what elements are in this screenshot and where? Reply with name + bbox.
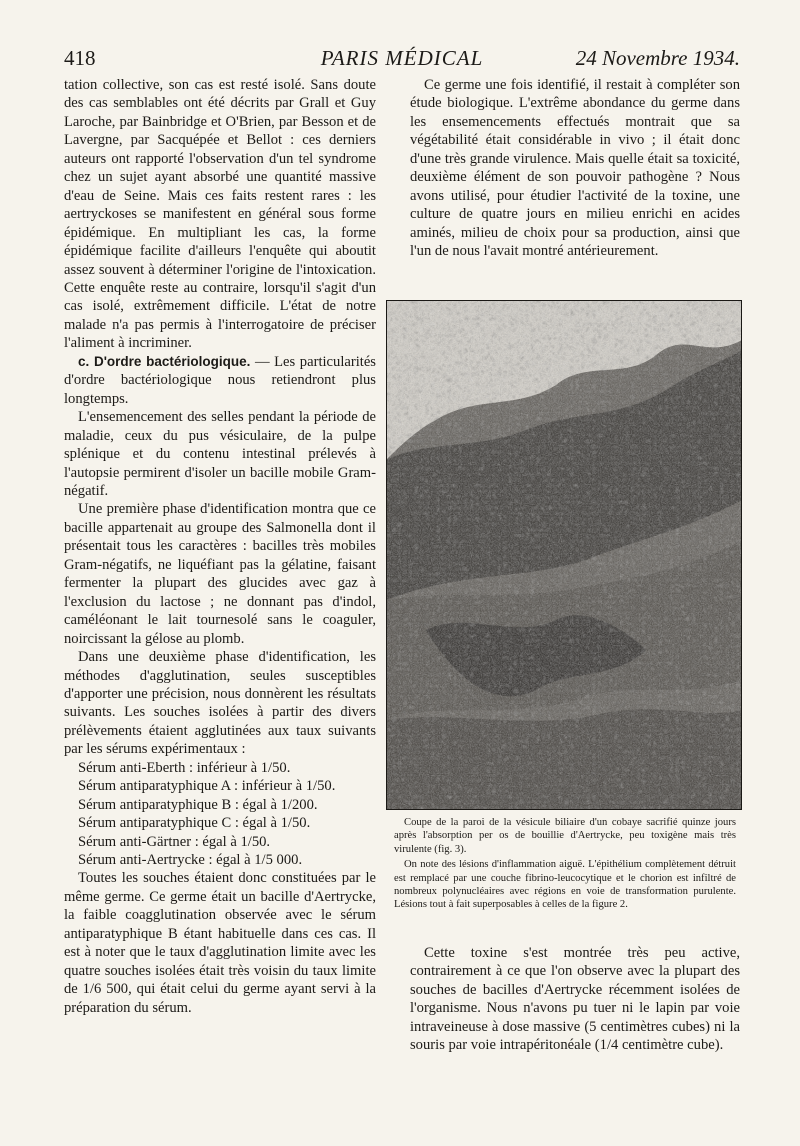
section-heading: c. D'ordre bactériologique. [78,353,251,369]
paragraph: Ce germe une fois identifié, il restait à compléter son étude biologique. L'extrême abondance du germe dans les ensemencements effectués montrait que sa végétabilité était considérable in vivo ; il était donc d'une très grande virulence. Mais quelle était sa toxicité, deuxième élément de son pouvoir pathogène ? Nous avons utilisé, pour étudier l'activité de la toxine, une culture de quatre jours en milieu enrichi en acides aminés, milieu de choix pour sa production, ainsi que l'un de nous l'avait montré antérieurement. [410,77,740,260]
paragraph: tation collective, son cas est resté isolé. Sans doute des cas semblables ont été décrits par Grall et Guy Laroche, par Bainbridge et O'Brien, par Besson et de Lavergne, par Sacquépée et Bellot : ces derniers auteurs ont rapporté l'observation d'un tel syndrome chez un sujet ayant absorbé une quantité massive d'eau de Seine. Mais ces faits restent rares : les aertryckoses se manifestent en général sous forme épidémique. En multipliant les cas, la forme épidémique facilite d'ailleurs l'enquête qui aboutit assez souvent à déterminer l'origine de l'intoxication. Cette enquête reste au contraire, lorsqu'il s'agit d'un cas isolé, extrêmement difficile. L'état de notre malade n'a pas permis à l'interrogatoire de préciser l'aliment à incriminer. [64,77,376,352]
serum-item: Sérum anti-Aertrycke : égal à 1/5 000. [78,852,303,869]
left-column [64,76,376,1017]
page-header [64,42,740,74]
serum-item: Sérum antiparatyphique B : égal à 1/200. [78,796,318,813]
section-paragraph [64,353,376,408]
paragraph: L'ensemencement des selles pendant la période de maladie, ceux du pus vésiculaire, de la pulpe splénique et du contenu intestinal prélevés à l'autopsie permirent d'isoler un bacille mobile Gram-négatif. [64,409,376,499]
paragraph: Une première phase d'identification montra que ce bacille appartenait au groupe des Salmonella dont il présentait tous les caractères : bacilles très mobiles Gram-négatifs, ne liquéfiant pas la gélatine, faisant fermenter la plupart des glucides avec gaz à l'exclusion du lactose ; ne donnant pas d'indol, caméléonant le lait tournesolé sans le coaguler, noircissant la gélose au plomb. [64,501,376,647]
serum-item: Sérum anti-Eberth : inférieur à 1/50. [78,759,291,776]
paragraph: Dans une deuxième phase d'identification, les méthodes d'agglutination, seules susceptibles d'apporter une précision, nous donnèrent les résultats suivants. Les souches isolées à partir des divers prélèvements étaient agglutinées aux taux suivants par les sérums expérimentaux : [64,649,376,758]
section-text: — Les particularités d'ordre bactériologique nous retiendront plus longtemps. [64,353,376,407]
figure-caption [394,816,736,914]
micrograph-figure [386,300,742,810]
micrograph-image [386,300,742,810]
journal-title: PARIS MÉDICAL [320,46,484,70]
serum-item: Sérum anti-Gärtner : égal à 1/50. [78,833,271,850]
serum-item: Sérum antiparatyphique C : égal à 1/50. [78,815,311,832]
caption-line: On note des lésions d'inflammation aiguë. L'épithélium complètement détruit est remplacé par une couche fibrino-leucocytique et le chorion est infiltré de nombreux polynucléaires avec régions en voie de transformation purulente. Lésions tout à fait superposables à celles de la figure 2. [394,859,736,911]
serum-list [64,759,376,870]
caption-line: Coupe de la paroi de la vésicule biliaire d'un cobaye sacrifié quinze jours après l'absorption per os de bouillie d'Aertrycke, peu toxigène mais très virulente (fig. 3). [394,817,736,855]
page-number: 418 [64,46,96,70]
right-column-top [410,76,740,261]
paragraph: Toutes les souches étaient donc constituées par le même germe. Ce germe était un bacille d'Aertrycke, la faible coagglutination observée avec le sérum antiparatyphique B étant habituelle dans ces cas. Il est à noter que le taux d'agglutination limite avec les quatre souches isolées était très voisin du taux limite de 1/6 500, qui était celui du germe ayant servi à la préparation du sérum. [64,870,376,1016]
right-column-bottom [410,944,740,1055]
paragraph: Cette toxine s'est montrée très peu active, contrairement à ce que l'on observe avec la plupart des souches de bacilles d'Aertrycke récemment isolées de l'organisme. Nous n'avons pu tuer ni le lapin par voie intraveineuse à dose massive (5 centimètres cubes) ni la souris par voie intrapéritonéale (1/4 centimètre cube). [410,945,740,1054]
issue-date: 24 Novembre 1934. [575,46,740,70]
serum-item: Sérum antiparatyphique A : inférieur à 1/50. [78,778,336,795]
